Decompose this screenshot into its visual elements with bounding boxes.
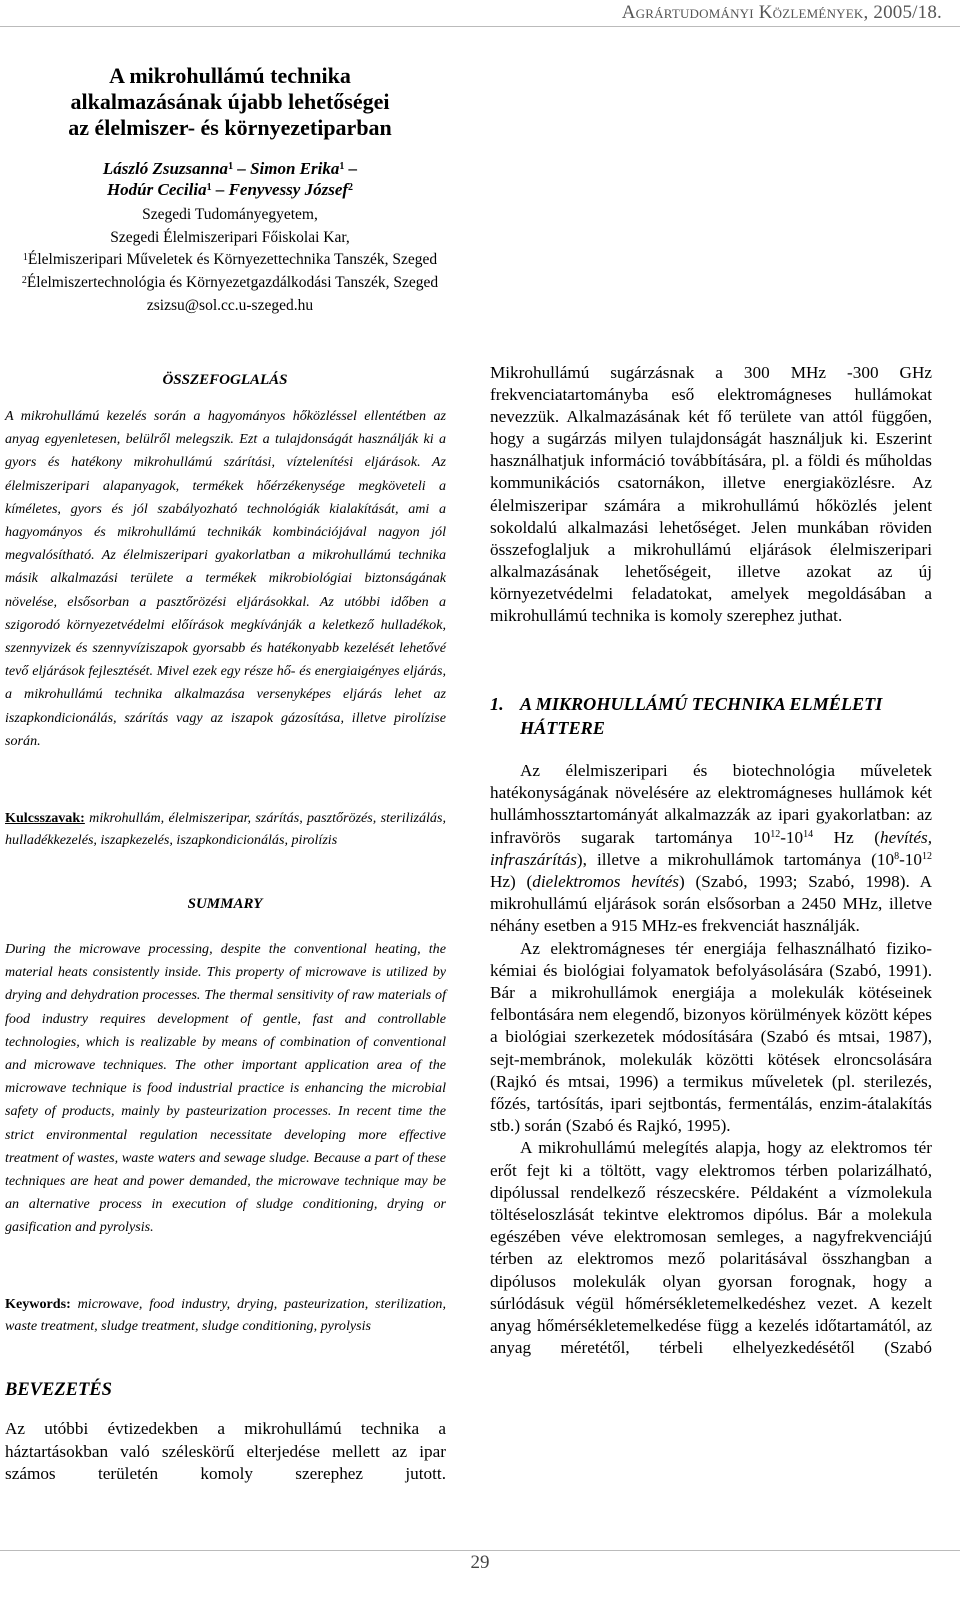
affiliation-block	[0, 204, 460, 318]
section-1-paragraph	[490, 760, 932, 938]
author-list	[0, 158, 460, 200]
keywords-hu	[5, 807, 446, 851]
intro-heading: BEVEZETÉS	[5, 1380, 112, 1400]
italic-run: hevítés, infraszárítás	[490, 827, 932, 869]
page-number: 29	[470, 1552, 490, 1573]
text-run: Az élelmiszeripari és biotechnológia műveletek hatékonyságának növelésére az elektromágneses hullámok két hullámhossztartományát alkalmazzák az ipari gyakorlatban: az infravörös sugarak tartománya 10	[490, 761, 932, 847]
section-1-heading	[490, 692, 932, 740]
section-1-paragraph: A mikrohullámú melegítés alapja, hogy az elektromos tér erőt fejt ki a töltött, vagy elektromos térben polarizálható, dipólussal rendelkező részecskére. Példaként a vízmolekula töltéseloszlását tekintve elektromos dipólus. Bár a molekula egészében véve elektromosan semleges, a nagyfrekvenciájú térben az elektromos mező polaritásával összhangban a dipólusos molekulák olyan gyorsan forognak, hogy a súrlódásuk végül hőmérsékletemelkedéshez vezet. A kezelt anyag hőmérsékletemelkedése függ a kezelés időtartamától, az anyag méretétől, térbeli elhelyezkedésétől (Szabó	[490, 1138, 932, 1358]
affiliation-line: Szegedi Élelmiszeripari Főiskolai Kar,	[110, 228, 350, 246]
section-1-body	[490, 760, 932, 1359]
text-run: Hz) (	[490, 872, 533, 892]
exponent: 12	[770, 828, 781, 840]
author-separator: –	[211, 180, 229, 199]
affiliation-line	[0, 272, 460, 295]
footer-rule	[0, 1550, 960, 1551]
author-affiliation-mark: 1	[339, 161, 345, 172]
running-head: Agrártudományi Közlemények, 2005/18.	[621, 2, 942, 23]
right-intro-text: Mikrohullámú sugárzásnak a 300 MHz -300 GHz frekvenciatartományba eső elektromágneses hullámokat nevezzük. Alkalmazásának két fő területe van attól függően, hogy a sugárzás milyen tulajdonságát használjuk ki. Eszerint használhatjuk információ továbbítására, pl. a földi és műholdas kommunikációs csatornákon, illetve energiaközlésre. Az élelmiszeripar számára a mikrohullámú hőközlés jelent sokoldalú alkalmazási lehetőséget. Jelen munkában röviden összefoglaljuk a mikrohullámú eljárások élelmiszeripari alkalmazásának lehetőségeit, illetve azokat az új környezetvédelmi feladatokat, amelyek megoldásában a mikrohullámú technika is komoly szerephez juthat.	[490, 363, 932, 626]
header-rule	[0, 26, 960, 27]
affiliation-text: Élelmiszertechnológia és Környezetgazdálkodási Tanszék, Szeged	[26, 274, 439, 292]
text-run: -10	[780, 827, 804, 847]
exponent: 12	[922, 850, 932, 862]
section-number: 1.	[490, 694, 504, 714]
author-email: zsizsu@sol.cc.u-szeged.hu	[146, 296, 314, 314]
keywords-en-text: microwave, food industry, drying, pasteurization, sterilization, waste treatment, sludge treatment, sludge conditioning, pyrolysis	[5, 1296, 446, 1335]
author-name: Fenyvessy József	[228, 180, 349, 199]
author-name: László Zsuzsanna	[102, 159, 229, 178]
author-affiliation-mark: 1	[206, 182, 212, 193]
section-title: A MIKROHULLÁMÚ TECHNIKA ELMÉLETI HÁTTERE	[520, 694, 883, 738]
author-affiliation-mark: 1	[228, 161, 234, 172]
keywords-hu-label: Kulcsszavak:	[5, 810, 85, 826]
authors-line-2	[0, 179, 460, 200]
text-run: ) (Szabó, 1993; Szabó, 1998). A mikrohullámú eljárások során elsősorban a 2450 MHz, illetve néhány esetben a 915 MHz-es frekvenciát használják.	[490, 872, 932, 936]
section-1-paragraph: Az elektromágneses tér energiája felhasználható fiziko-kémiai és biológiai folyamatok befolyásolására (Szabó, 1991). Bár a mikrohullámok energiája a molekulák kötéseinek felbontására nem elegendő, bizonyos körülmények között képes a biológiai szerkezetek módosítására (Szabó és mtsai, 1987), sejt-membránok, molekulák közötti kötések elroncsolására (Rajkó és mtsai, 1996) a termikus műveletek (pl. sterilezés, főzés, tartósítás, ipari sejtbontás, fermentálás, enzim-átalakítás stb.) során (Szabó és Rajkó, 1995).	[490, 938, 932, 1136]
exponent: 14	[803, 828, 814, 840]
affiliation-line	[0, 249, 460, 272]
abstract-heading: ÖSSZEFOGLALÁS	[162, 372, 288, 388]
author-name: Hodúr Cecilia	[106, 180, 207, 199]
text-run: ), illetve a mikrohullámok tartománya (10	[576, 849, 895, 869]
paper-title	[0, 63, 460, 141]
exponent: 8	[894, 850, 900, 862]
affiliation-text: Élelmiszeripari Műveletek és Környezettechnika Tanszék, Szeged	[27, 251, 438, 269]
intro-paragraph: Az utóbbi évtizedekben a mikrohullámú technika a háztartásokban való széleskörű elterjedése mellett az ipar számos területén komoly szerephez jutott.	[5, 1419, 446, 1483]
affiliation-line: Szegedi Tudományegyetem,	[142, 206, 318, 223]
text-run: -10	[899, 849, 922, 869]
keywords-en	[5, 1293, 446, 1337]
author-separator: –	[344, 159, 358, 178]
abstract-text: A mikrohullámú kezelés során a hagyományos hőközléssel ellentétben az anyag egyenletesen, belülről melegszik. Ezt a tulajdonságát használják ki a gyors és hatékony mikrohullámú szárítási, víztelenítési eljárások. Az élelmiszeripari alapanyagok, termékek hőérzékenysége megköveteli a kíméletes, gyors és jól szabályozható technológiák kialakítását, ami a hagyományos és mikrohullámú technikák kombinációjával nagyon jól megvalósítható. Az élelmiszeripari gyakorlatban a mikrohullámú technika másik alkalmazási területe a termékek mikrobiológiai biztonságának növelése, elsősorban a pasztőrözési eljárásokkal. Az utóbbi időben a szigorodó környezetvédelmi előírások megkívánják a keletkező hulladékok, szennyvizek és szennyvíziszapok gyorsabb és hatékonyabb kezelését lehetővé tevő eljárások fejlesztését. Mivel ezek egy része hő- és energiaigényes eljárás, a mikrohullámú technika alkalmazása versenyképes eljárás lehet az iszapkondicionálás, szárítás vagy az iszapok gázosítása, illetve pirolízise során.	[5, 408, 446, 749]
affiliation-mark: 2	[21, 275, 27, 287]
title-line: A mikrohullámú technika	[109, 63, 351, 88]
authors-line-1	[0, 158, 460, 179]
intro-text	[5, 1418, 446, 1486]
italic-run: dielektromos hevítés	[532, 872, 679, 892]
keywords-hu-text: mikrohullám, élelmiszeripar, szárítás, pasztőrözés, sterilizálás, hulladékkezelés, iszapkezelés, iszapkondicionálás, pirolízis	[5, 810, 446, 849]
author-separator: –	[233, 159, 251, 178]
text-run: Hz (	[813, 827, 880, 847]
author-affiliation-mark: 2	[348, 182, 354, 193]
summary-heading: SUMMARY	[187, 896, 263, 912]
title-line: alkalmazásának újabb lehetőségei	[70, 89, 390, 114]
summary-text: During the microwave processing, despite the conventional heating, the material heats consistently inside. This property of microwave is utilized by drying and dehydration processes. The thermal sensitivity of raw materials of food industry requires development of gentle, fast and controllable technologies, which is realizable by means of combination of conventional and microwave techniques. The other important application area of the microwave technique is food industrial practice is enhancing the microbial safety of products, mainly by pasteurization processes. In recent time the strict environmental regulation necessitate developing more effective treatment of wastes, waste waters and sewage sludge. Because a part of these techniques are heat and power demanded, the microwave technique may be an alternative process in execution of sludge conditioning, drying or gasification and pyrolysis.	[5, 941, 446, 1236]
affiliation-mark: 1	[22, 252, 28, 264]
keywords-en-label: Keywords:	[5, 1296, 71, 1312]
author-name: Simon Erika	[250, 159, 340, 178]
title-line: az élelmiszer- és környezetiparban	[68, 115, 392, 140]
